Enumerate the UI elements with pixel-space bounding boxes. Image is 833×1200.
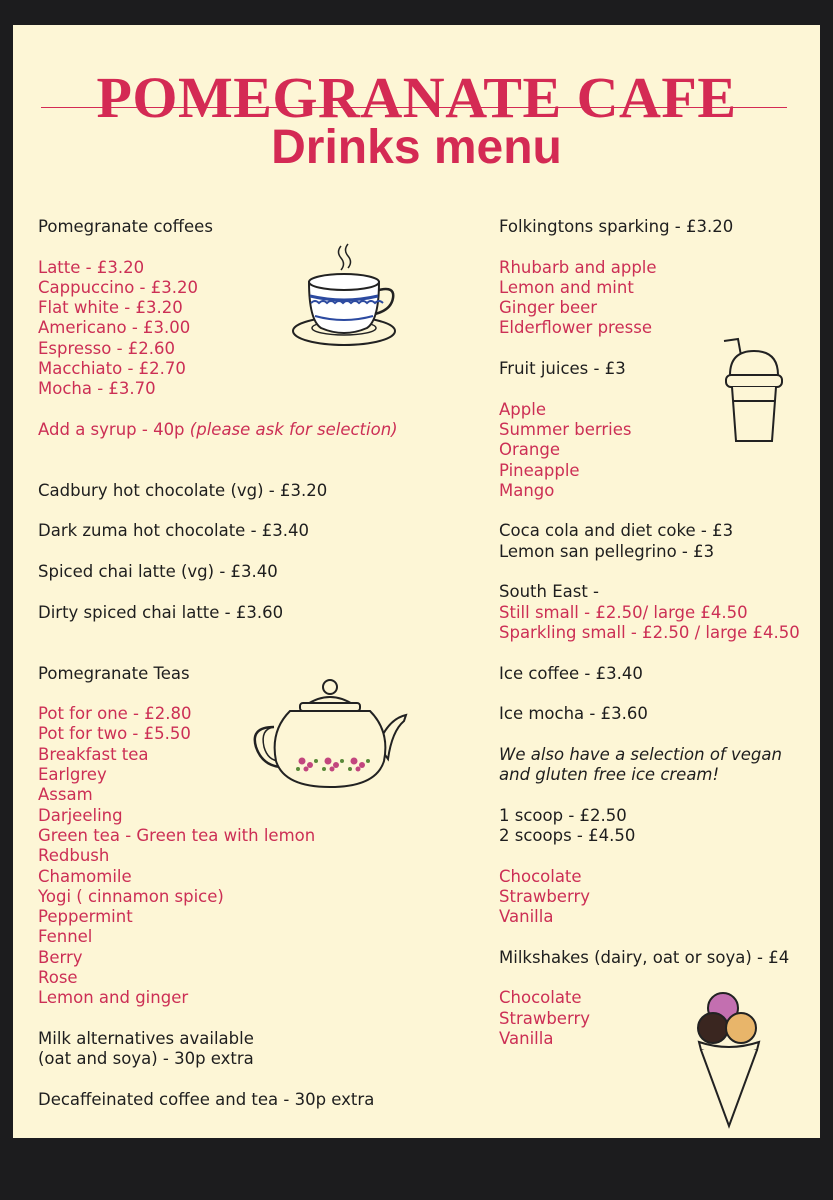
tea-item: Darjeeling — [38, 805, 123, 825]
syrup-note: (please ask for selection) — [189, 419, 398, 439]
milkshake-cup-icon — [720, 335, 788, 447]
scoop-price: 1 scoop - £2.50 — [499, 805, 627, 825]
coffee-item: Flat white - £3.20 — [38, 298, 183, 318]
tea-item: Assam — [38, 785, 93, 805]
milkshake-flavour: Strawberry — [499, 1008, 590, 1028]
coffees-heading: Pomegranate coffees — [38, 217, 213, 236]
ice-cream-note: and gluten free ice cream! — [499, 765, 720, 785]
ice-cream-flavour: Chocolate — [499, 866, 582, 886]
hot-drink-item: Dark zuma hot chocolate - £3.40 — [38, 521, 310, 541]
hot-drink-item: Dirty spiced chai latte - £3.60 — [38, 602, 284, 622]
coffee-item: Macchiato - £2.70 — [38, 359, 186, 379]
milk-alternatives-price: (oat and soya) - 30p extra — [38, 1049, 254, 1069]
coffee-item: Americano - £3.00 — [38, 318, 191, 338]
syrup-text: Add a syrup - 40p — [38, 419, 185, 439]
juices-heading: Fruit juices - £3 — [499, 359, 626, 379]
folkingtons-heading: Folkingtons sparking - £3.20 — [499, 217, 734, 236]
teas-heading: Pomegranate Teas — [38, 663, 190, 683]
tea-item: Chamomile — [38, 866, 132, 886]
menu-title: Drinks menu — [271, 121, 562, 174]
tea-item: Lemon and ginger — [38, 988, 189, 1008]
decaf-note: Decaffeinated coffee and tea - 30p extra — [38, 1089, 375, 1109]
coffee-item: Latte - £3.20 — [38, 257, 145, 277]
ice-mocha: Ice mocha - £3.60 — [499, 704, 648, 724]
tea-item: Pot for one - £2.80 — [38, 704, 192, 724]
soft-drink-item: Lemon san pellegrino - £3 — [499, 541, 715, 561]
folkingtons-item: Lemon and mint — [499, 277, 634, 297]
milkshake-flavour: Chocolate — [499, 988, 582, 1008]
hot-drink-item: Cadbury hot chocolate (vg) - £3.20 — [38, 480, 328, 500]
coffee-item: Mocha - £3.70 — [38, 379, 156, 399]
juice-item: Summer berries — [499, 419, 632, 439]
ice-cream-cone-icon — [693, 990, 765, 1130]
milk-alternatives: Milk alternatives available — [38, 1028, 254, 1048]
tea-item: Fennel — [38, 927, 93, 947]
tea-item: Peppermint — [38, 907, 133, 927]
tea-item: Earlgrey — [38, 765, 107, 785]
ice-cream-flavour: Strawberry — [499, 886, 590, 906]
tea-item: Yogi ( cinnamon spice) — [38, 886, 224, 906]
juice-item: Mango — [499, 480, 555, 500]
folkingtons-item: Elderflower presse — [499, 318, 652, 338]
water-heading: South East - — [499, 582, 599, 602]
tea-item: Breakfast tea — [38, 744, 149, 764]
tea-item: Pot for two - £5.50 — [38, 724, 191, 744]
tea-item: Redbush — [38, 846, 110, 866]
coffee-cup-icon — [291, 240, 399, 352]
tea-item: Berry — [38, 947, 83, 967]
menu-card — [13, 25, 820, 1138]
milkshake-heading: Milkshakes (dairy, oat or soya) - £4 — [499, 947, 790, 967]
juice-item: Pineapple — [499, 460, 580, 480]
juice-item: Orange — [499, 440, 560, 460]
ice-cream-flavour: Vanilla — [499, 907, 554, 927]
juice-item: Apple — [499, 399, 546, 419]
title-divider — [41, 107, 787, 108]
soft-drink-item: Coca cola and diet coke - £3 — [499, 521, 734, 541]
left-column — [38, 217, 468, 1110]
hot-drink-item: Spiced chai latte (vg) - £3.40 — [38, 562, 278, 582]
water-item: Sparkling small - £2.50 / large £4.50 — [499, 622, 800, 642]
tea-item: Rose — [38, 967, 78, 987]
cafe-name: POMEGRANATE CAFE — [96, 65, 737, 130]
scoop-price: 2 scoops - £4.50 — [499, 825, 636, 845]
milkshake-flavour: Vanilla — [499, 1028, 554, 1048]
syrup-line — [38, 420, 468, 440]
ice-coffee: Ice coffee - £3.40 — [499, 663, 643, 683]
water-item: Still small - £2.50/ large £4.50 — [499, 602, 748, 622]
coffee-item: Cappuccino - £3.20 — [38, 277, 198, 297]
folkingtons-item: Rhubarb and apple — [499, 257, 657, 277]
teapot-icon — [250, 675, 410, 791]
folkingtons-item: Ginger beer — [499, 298, 598, 318]
tea-item: Green tea - Green tea with lemon — [38, 825, 316, 845]
coffee-item: Espresso - £2.60 — [38, 338, 176, 358]
ice-cream-note: We also have a selection of vegan — [499, 744, 782, 764]
